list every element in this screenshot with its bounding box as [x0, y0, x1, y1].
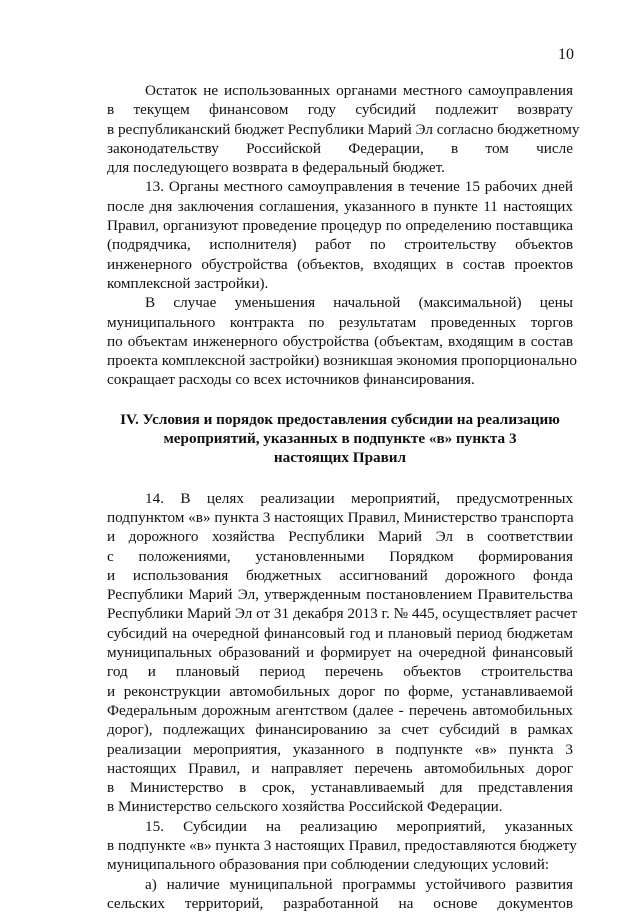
section-heading-line: IV. Условия и порядок предоставления субсидии на реализацию [120, 410, 560, 428]
text-line: муниципальных образований и формирует на очередной финансовый [107, 644, 573, 662]
text-line: по объектам инженерного обустройства (объектам, входящим в состав [107, 332, 573, 350]
text-line: и использования бюджетных ассигнований дорожного фонда [107, 566, 573, 584]
text-line: Федеральным дорожным агентством (далее - перечень автомобильных [107, 701, 573, 719]
text-line: подпунктом «в» пункта 3 настоящих Правил, Министерство транспорта [107, 508, 574, 526]
text-line: для последующего возврата в федеральный бюджет. [107, 159, 445, 177]
document-body [107, 81, 580, 913]
text-line: реализации мероприятия, указанного в подпункте «в» пункта 3 [107, 740, 573, 758]
text-line: комплексной застройки). [107, 274, 269, 292]
text-line: с положениями, установленными Порядком формирования [107, 547, 573, 565]
bottom-paragraphs [107, 489, 578, 913]
section-heading-line: настоящих Правил [273, 449, 407, 467]
text-line: в текущем финансовом году субсидий подлежит возврату [107, 101, 573, 119]
text-line: настоящих Правил, и направляет перечень автомобильных дорог [107, 759, 573, 777]
paragraph-p-15 [107, 817, 577, 875]
text-line: муниципального контракта по результатам проведенных торгов [107, 313, 573, 331]
text-line: (подрядчика, исполнителя) работ по строительству объектов [107, 236, 573, 254]
text-line: Правил, организуют проведение процедур по определению поставщика [107, 217, 573, 235]
text-line: В случае уменьшения начальной (максимальной) цены [145, 294, 573, 312]
text-line: сельских территорий, разработанной на основе документов [107, 894, 573, 912]
text-line: проекта комплексной застройки) возникшая экономия пропорционально [107, 352, 578, 370]
text-line: 13. Органы местного самоуправления в течение 15 рабочих дней [145, 178, 573, 196]
paragraph-p-price-reduction [107, 293, 578, 389]
text-line: законодательству Российской Федерации, в том числе [107, 139, 573, 157]
paragraph-p-14 [107, 489, 578, 817]
text-line: Остаток не использованных органами местного самоуправления [145, 82, 573, 99]
text-line: год и плановый период перечень объектов строительства [107, 663, 573, 681]
text-line: в Министерство сельского хозяйства Российской Федерации. [107, 798, 503, 816]
paragraph-p-remaining-subsidies [107, 81, 580, 177]
section-heading-line: мероприятий, указанных в подпункте «в» пункта 3 [163, 430, 517, 448]
text-line: и дорожного хозяйства Республики Марий Эл в соответствии [107, 528, 573, 546]
text-line: дорог), подлежащих финансированию за счет субсидий в рамках [107, 721, 573, 739]
text-line: а) наличие муниципальной программы устойчивого развития [145, 875, 573, 893]
text-line: муниципального образования при соблюдении следующих условий: [107, 856, 550, 874]
text-line: Республики Марий Эл, утвержденным постановлением Правительства [107, 586, 573, 604]
text-line: в Министерство в срок, устанавливаемый для представления [107, 779, 573, 797]
text-line: субсидий на очередной финансовый год и плановый период бюджетам [107, 624, 573, 642]
top-paragraphs [107, 81, 580, 390]
text-line: после дня заключения соглашения, указанного в пункте 11 настоящих [107, 197, 573, 215]
text-line: 15. Субсидии на реализацию мероприятий, указанных [145, 817, 573, 835]
section-heading [107, 410, 573, 468]
paragraph-p-13 [107, 177, 573, 293]
text-line: 14. В целях реализации мероприятий, предусмотренных [145, 489, 573, 507]
text-line: и реконструкции автомобильных дорог по форме, устанавливаемой [107, 682, 573, 700]
text-line: в подпункте «в» пункта 3 настоящих Правил, предоставляются бюджету [107, 836, 577, 854]
text-line: Республики Марий Эл от 31 декабря 2013 г. № 445, осуществляет расчет [107, 605, 578, 623]
text-line: инженерного обустройства (объектов, входящих в состав проектов [107, 255, 573, 273]
text-line: сокращает расходы со всех источников финансирования. [107, 371, 475, 389]
paragraph-p-15a [107, 875, 573, 913]
page-number: 10 [558, 46, 574, 63]
text-line: в республиканский бюджет Республики Марий Эл согласно бюджетному [107, 120, 580, 138]
